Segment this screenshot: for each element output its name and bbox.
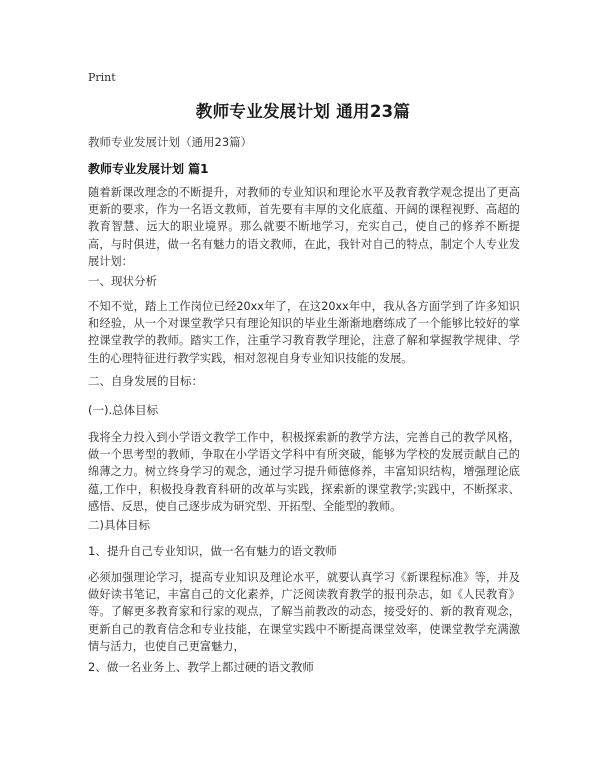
- intro-paragraph: 随着新课改理念的不断提升，对教师的专业知识和理论水平及教育教学观念提出了更高更新的要求，作为一名语文教师，首先要有丰厚的文化底蕴、开阔的课程视野、高超的教育智慧、远大的职业境界。那么就要不断地学习，充实自己，使自己的修养不断提高，与时俱进，做一名有魅力的语文教师，在此，我针对自己的特点，制定个人专业发展计划：: [88, 186, 520, 268]
- item-1-paragraph: 必须加强理论学习，提高专业知识及理论水平，就要认真学习《新课程标准》等，并及做好读书笔记，丰富自己的文化素养，广泛阅读教育教学的报刊杂志，如《人民教育》等。了解更多教育家和行家的观点，了解当前教改的动态，接受好的、新的教育观念，更新自己的教育信念和专业技能，在课堂实践中不断提高课堂效率，使课堂教学充满激情与活力，也使自己更富魅力，: [88, 571, 520, 653]
- print-label: Print: [88, 71, 116, 84]
- heading-item-2: 2、做一名业务上、教学上都过硬的语文教师: [88, 660, 314, 674]
- document-title: 教师专业发展计划 通用23篇: [195, 102, 411, 121]
- status-paragraph: 不知不觉，踏上工作岗位已经20xx年了，在这20xx年中，我从各方面学到了许多知识和经验，从一个对课堂教学只有理论知识的毕业生渐渐地磨练成了一个能够比较好的掌控课堂教学的教师。踏实工作，注重学习教育教学理论，注意了解和掌握教学规律、学生的心理特征进行教学实践，相对忽视自身专业知识技能的发展。: [88, 300, 520, 365]
- section-heading: 教师专业发展计划 篇1: [88, 162, 209, 176]
- heading-specific-goals: 二)具体目标: [88, 518, 150, 532]
- heading-item-1: 1、提升自己专业知识，做一名有魅力的语文教师: [88, 544, 337, 558]
- heading-development-goals: 二、自身发展的目标：: [88, 374, 203, 388]
- heading-status-analysis: 一、现状分析: [88, 274, 157, 288]
- overall-goal-paragraph: 我将全力投入到小学语文教学工作中，积极探索新的教学方法，完善自己的教学风格，做一个思考型的教师，争取在小学语文学科中有所突破，能够为学校的发展贡献自己的绵薄之力。树立终身学习的观念，通过学习提升师德修养，丰富知识结构，增强理论底蕴,工作中，积极投身教育科研的改革与实践，探索新的课堂教学;实践中，不断探求、感悟、反思，使自己逐步成为研究型、开拓型、全能型的教师。: [88, 431, 520, 513]
- document-subtitle: 教师专业发展计划（通用23篇）: [88, 135, 253, 149]
- heading-overall-goal: (一).总体目标: [88, 403, 159, 417]
